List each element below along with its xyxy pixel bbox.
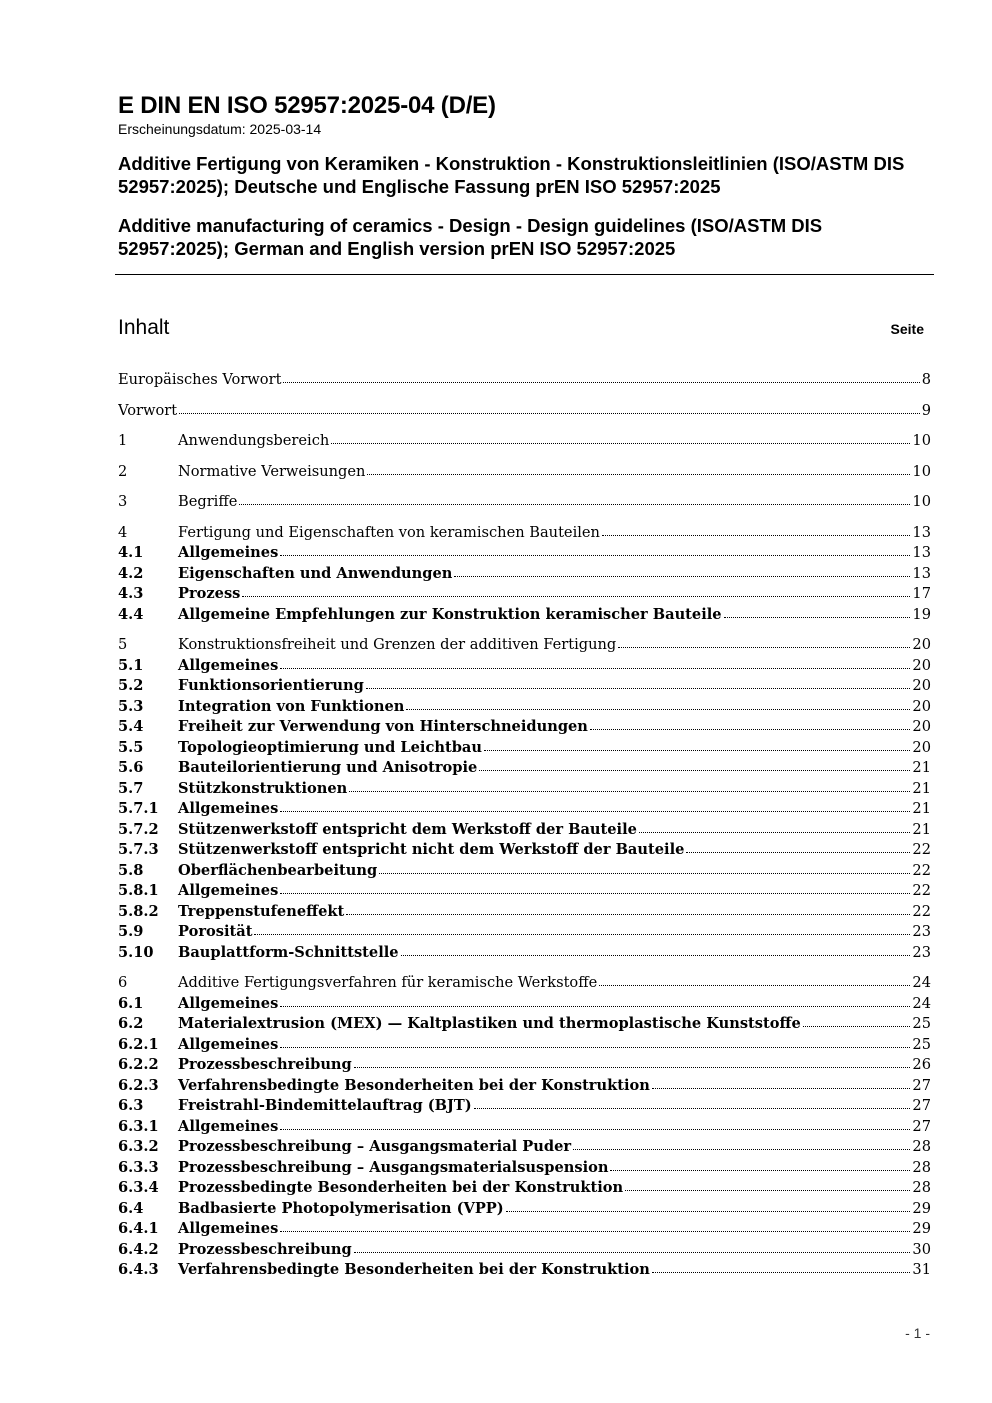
toc-dot-leader [625, 1178, 910, 1192]
toc-entry[interactable] [118, 676, 931, 697]
toc-entry[interactable] [118, 605, 931, 626]
toc-entry-title: Allgemeines [178, 882, 279, 899]
toc-entry-title: Fertigung und Eigenschaften von keramischen Bauteilen [178, 523, 600, 541]
toc-entry-number: 5.2 [118, 677, 144, 694]
toc-entry-number: 6.2.1 [118, 1035, 159, 1053]
toc-entry-title: Allgemeines [178, 800, 279, 817]
toc-dot-leader [484, 738, 910, 752]
toc-dot-leader [474, 1096, 911, 1110]
toc-entry-number: 4.2 [118, 564, 144, 582]
toc-entry-title: Begriffe [178, 493, 238, 510]
toc-entry-title: Prozess [178, 585, 241, 602]
toc-entry-number: 5.7.3 [118, 841, 159, 858]
toc-entry-title: Porosität [178, 923, 253, 940]
toc-entry-number: 6.2.3 [118, 1076, 159, 1094]
toc-entry-page: 20 [912, 738, 931, 756]
toc-entry-page: 25 [912, 1015, 931, 1032]
toc-dot-leader [349, 779, 910, 793]
toc-entry-page: 26 [912, 1056, 931, 1073]
toc-dot-leader [379, 861, 910, 875]
toc-entry-page: 13 [912, 523, 931, 541]
toc-entry-page: 21 [912, 820, 931, 838]
toc-entry-page: 20 [912, 718, 931, 735]
toc-entry-page: 28 [912, 1138, 931, 1155]
toc-entry-number: 5.8.2 [118, 902, 159, 920]
toc-entry-number: 5.4 [118, 718, 144, 735]
toc-entry-number: 5.8.1 [118, 882, 159, 899]
toc-entry-page: 22 [912, 902, 931, 920]
toc-dot-leader [280, 1035, 910, 1049]
toc-entry-page: 29 [912, 1199, 931, 1217]
toc-entry-page: 20 [912, 636, 931, 653]
toc-entry[interactable] [118, 1096, 931, 1117]
toc-entry-page: 29 [912, 1220, 931, 1237]
toc-entry[interactable] [118, 697, 931, 718]
toc-entry[interactable] [118, 1117, 931, 1138]
toc-entry-title: Allgemeines [178, 544, 279, 561]
toc-dot-leader [280, 1219, 910, 1233]
toc-entry-title: Stützkonstruktionen [178, 779, 348, 797]
toc-entry[interactable] [118, 635, 931, 656]
toc-entry-page: 20 [912, 656, 931, 674]
header-divider [115, 274, 934, 275]
toc-entry-page: 28 [912, 1179, 931, 1196]
toc-dot-leader [652, 1076, 911, 1090]
toc-entry-title: Allgemeines [178, 1117, 279, 1135]
toc-entry-title: Prozessbeschreibung – Ausgangsmaterial Puder [178, 1138, 572, 1155]
toc-entry-title: Oberflächenbearbeitung [178, 861, 378, 879]
toc-entry-number: 6.2.2 [118, 1056, 159, 1073]
toc-entry[interactable] [118, 1076, 931, 1097]
publication-date: Erscheinungsdatum: 2025-03-14 [118, 121, 322, 137]
toc-entry-number: 5.7.1 [118, 800, 159, 817]
toc-entry[interactable] [118, 1199, 931, 1220]
toc-entry-page: 20 [912, 697, 931, 715]
toc-entry-title: Funktionsorientierung [178, 677, 364, 694]
toc-entry-title: Freiheit zur Verwendung von Hinterschneidungen [178, 718, 588, 735]
toc-entry[interactable] [118, 861, 931, 882]
toc-dot-leader [367, 462, 910, 476]
toc-entry-page: 10 [912, 493, 931, 510]
toc-entry[interactable] [118, 462, 931, 483]
toc-entry-title: Allgemeine Empfehlungen zur Konstruktion keramischer Bauteile [178, 605, 722, 623]
toc-entry[interactable] [118, 881, 931, 902]
toc-entry-page: 30 [912, 1240, 931, 1258]
toc-entry-page: 27 [912, 1097, 931, 1114]
toc-entry-number: 5.5 [118, 738, 144, 756]
toc-entry[interactable] [118, 431, 931, 452]
toc-entry-number: 4.4 [118, 605, 144, 623]
toc-dot-leader [280, 656, 910, 670]
toc-entry-title: Eigenschaften und Anwendungen [178, 564, 453, 582]
toc-entry[interactable] [118, 820, 931, 841]
toc-dot-leader [618, 635, 910, 649]
toc-dot-leader [401, 943, 911, 957]
toc-entry-title: Prozessbeschreibung [178, 1056, 352, 1073]
toc-entry-number: 5.9 [118, 923, 144, 940]
toc-dot-leader [652, 1260, 911, 1274]
toc-entry-page: 21 [912, 779, 931, 797]
toc-entry-title: Topologieoptimierung und Leichtbau [178, 738, 482, 756]
toc-entry-number: 4.3 [118, 585, 144, 602]
toc-entry-title: Stützenwerkstoff entspricht nicht dem Werkstoff der Bauteile [178, 841, 685, 858]
toc-entry[interactable] [118, 758, 931, 779]
toc-entry-title: Verfahrensbedingte Besonderheiten bei der Konstruktion [178, 1261, 650, 1278]
toc-entry[interactable] [118, 370, 931, 391]
toc-entry-page: 27 [912, 1117, 931, 1135]
toc-dot-leader [506, 1199, 911, 1213]
toc-dot-leader [254, 922, 910, 936]
toc-entry[interactable] [118, 584, 931, 605]
toc-dot-leader [406, 697, 910, 711]
document-header [118, 92, 934, 260]
toc-dot-leader [599, 973, 910, 987]
toc-heading: Inhalt [118, 316, 170, 339]
toc-entry-page: 22 [912, 882, 931, 899]
toc-entry-page: 23 [912, 943, 931, 961]
toc-dot-leader [346, 902, 910, 916]
toc-entry-title: Normative Verweisungen [178, 462, 366, 480]
toc-entry-title: Allgemeines [178, 1035, 279, 1053]
toc-entry-page: 27 [912, 1076, 931, 1094]
toc-entry[interactable] [118, 543, 931, 564]
toc-entry-title: Materialextrusion (MEX) — Kaltplastiken und thermoplastische Kunststoffe [178, 1015, 801, 1032]
toc-entry-number: 1 [118, 432, 128, 449]
title-english: Additive manufacturing of ceramics - Design - Design guidelines (ISO/ASTM DIS 52957:2025); German and English version prEN ISO 52957:2025 [118, 215, 823, 259]
table-of-contents [118, 370, 931, 1281]
toc-entry-page: 24 [912, 974, 931, 991]
toc-entry-title: Europäisches Vorwort [118, 371, 282, 388]
toc-entry-title: Allgemeines [178, 1220, 279, 1237]
toc-entry-page: 21 [912, 800, 931, 817]
toc-entry[interactable] [118, 1035, 931, 1056]
toc-entry[interactable] [118, 799, 931, 820]
toc-dot-leader [331, 431, 910, 445]
toc-entry-page: 21 [912, 759, 931, 776]
toc-entry-number: 6.2 [118, 1015, 144, 1032]
toc-dot-leader [179, 401, 920, 415]
toc-entry-page: 8 [921, 371, 931, 388]
toc-entry-number: 5.3 [118, 697, 144, 715]
toc-entry-number: 6.3.1 [118, 1117, 159, 1135]
toc-entry[interactable] [118, 1158, 931, 1179]
toc-dot-leader [724, 605, 911, 619]
toc-entry-page: 31 [912, 1261, 931, 1278]
toc-entry[interactable] [118, 922, 931, 943]
toc-entry-number: 6.4 [118, 1199, 144, 1217]
toc-entry-number: 2 [118, 462, 128, 480]
toc-entry-number: 5.10 [118, 943, 154, 961]
toc-entry-number: 6.4.2 [118, 1240, 159, 1258]
toc-entry[interactable] [118, 564, 931, 585]
toc-dot-leader [366, 676, 911, 690]
toc-dot-leader [639, 820, 910, 834]
toc-entry[interactable] [118, 779, 931, 800]
toc-entry-number: 5.8 [118, 861, 144, 879]
toc-entry[interactable] [118, 1055, 931, 1076]
toc-entry-title: Badbasierte Photopolymerisation (VPP) [178, 1199, 504, 1217]
toc-entry-page: 13 [912, 564, 931, 582]
toc-entry-title: Verfahrensbedingte Besonderheiten bei der Konstruktion [178, 1076, 650, 1094]
toc-entry-title: Prozessbeschreibung [178, 1240, 352, 1258]
toc-entry-page: 22 [912, 861, 931, 879]
toc-dot-leader [280, 881, 910, 895]
toc-entry-title: Prozessbeschreibung – Ausgangsmaterialsuspension [178, 1158, 609, 1176]
toc-dot-leader [686, 840, 910, 854]
toc-entry-number: 6.1 [118, 994, 144, 1012]
toc-dot-leader [283, 370, 919, 384]
toc-dot-leader [602, 523, 910, 537]
toc-entry[interactable] [118, 1137, 931, 1158]
toc-dot-leader [354, 1055, 911, 1069]
toc-dot-leader [590, 717, 911, 731]
toc-entry-title: Treppenstufeneffekt [178, 902, 345, 920]
toc-dot-leader [280, 1117, 910, 1131]
toc-entry-page: 24 [912, 994, 931, 1012]
toc-entry[interactable] [118, 717, 931, 738]
toc-entry-page: 10 [912, 432, 931, 449]
toc-dot-leader [454, 564, 910, 578]
toc-entry-number: 6.3 [118, 1097, 144, 1114]
toc-entry-title: Konstruktionsfreiheit und Grenzen der additiven Fertigung [178, 636, 617, 653]
toc-entry-title: Additive Fertigungsverfahren für keramische Werkstoffe [178, 974, 598, 991]
toc-entry-number: 6.3.4 [118, 1179, 159, 1196]
toc-entry-page: 9 [921, 401, 931, 419]
toc-entry-title: Allgemeines [178, 656, 279, 674]
toc-entry-page: 25 [912, 1035, 931, 1053]
toc-entry[interactable] [118, 401, 931, 422]
toc-entry-title: Prozessbedingte Besonderheiten bei der Konstruktion [178, 1179, 624, 1196]
toc-dot-leader [280, 543, 910, 557]
toc-dot-leader [479, 758, 910, 772]
toc-entry-number: 5.6 [118, 759, 144, 776]
toc-dot-leader [573, 1137, 910, 1151]
toc-entry-title: Anwendungsbereich [178, 432, 330, 449]
toc-dot-leader [280, 799, 910, 813]
page-number: - 1 - [905, 1325, 930, 1341]
toc-entry-page: 10 [912, 462, 931, 480]
toc-dot-leader [242, 584, 910, 598]
toc-entry[interactable] [118, 1240, 931, 1261]
toc-entry-number: 4.1 [118, 544, 144, 561]
title-german: Additive Fertigung von Keramiken - Konstruktion - Konstruktionsleitlinien (ISO/ASTM DIS 52957:2025); Deutsche und Englische Fassung prEN ISO 52957:2025 [118, 153, 905, 197]
toc-entry-title: Integration von Funktionen [178, 697, 405, 715]
toc-entry-page: 28 [912, 1158, 931, 1176]
toc-entry[interactable] [118, 1260, 931, 1281]
document-id: E DIN EN ISO 52957:2025-04 (D/E) [118, 92, 496, 119]
toc-entry-page: 20 [912, 677, 931, 694]
toc-entry-title: Bauplattform-Schnittstelle [178, 943, 399, 961]
toc-entry[interactable] [118, 656, 931, 677]
toc-entry-number: 6.3.3 [118, 1158, 159, 1176]
toc-entry-page: 22 [912, 841, 931, 858]
toc-entry[interactable] [118, 738, 931, 759]
toc-dot-leader [610, 1158, 910, 1172]
toc-entry-number: 3 [118, 493, 128, 510]
toc-entry[interactable] [118, 492, 931, 513]
toc-dot-leader [239, 492, 910, 506]
toc-entry-page: 17 [912, 585, 931, 602]
toc-entry[interactable] [118, 994, 931, 1015]
toc-entry[interactable] [118, 1178, 931, 1199]
toc-dot-leader [803, 1014, 911, 1028]
toc-entry[interactable] [118, 1014, 931, 1035]
toc-entry-title: Allgemeines [178, 994, 279, 1012]
toc-entry-number: 6.3.2 [118, 1138, 159, 1155]
toc-dot-leader [354, 1240, 911, 1254]
toc-entry[interactable] [118, 902, 931, 923]
toc-entry-number: 4 [118, 523, 128, 541]
toc-entry-number: 5 [118, 636, 128, 653]
toc-entry-number: 6 [118, 974, 128, 991]
toc-entry-number: 5.7 [118, 779, 144, 797]
toc-entry-title: Vorwort [118, 401, 178, 419]
toc-entry-title: Stützenwerkstoff entspricht dem Werkstoff der Bauteile [178, 820, 637, 838]
toc-entry[interactable] [118, 1219, 931, 1240]
toc-entry-page: 23 [912, 923, 931, 940]
toc-entry-title: Bauteilorientierung und Anisotropie [178, 759, 478, 776]
toc-entry-page: 13 [912, 544, 931, 561]
toc-entry[interactable] [118, 943, 931, 964]
toc-entry[interactable] [118, 973, 931, 994]
toc-entry-number: 6.4.3 [118, 1261, 159, 1278]
toc-entry[interactable] [118, 523, 931, 544]
toc-page-column-label: Seite [890, 321, 924, 337]
toc-entry-number: 6.4.1 [118, 1220, 159, 1237]
toc-entry-number: 5.1 [118, 656, 144, 674]
toc-entry-title: Freistrahl-Bindemittelauftrag (BJT) [178, 1097, 472, 1114]
toc-dot-leader [280, 994, 910, 1008]
toc-entry-number: 5.7.2 [118, 820, 159, 838]
toc-entry[interactable] [118, 840, 931, 861]
toc-entry-page: 19 [912, 605, 931, 623]
